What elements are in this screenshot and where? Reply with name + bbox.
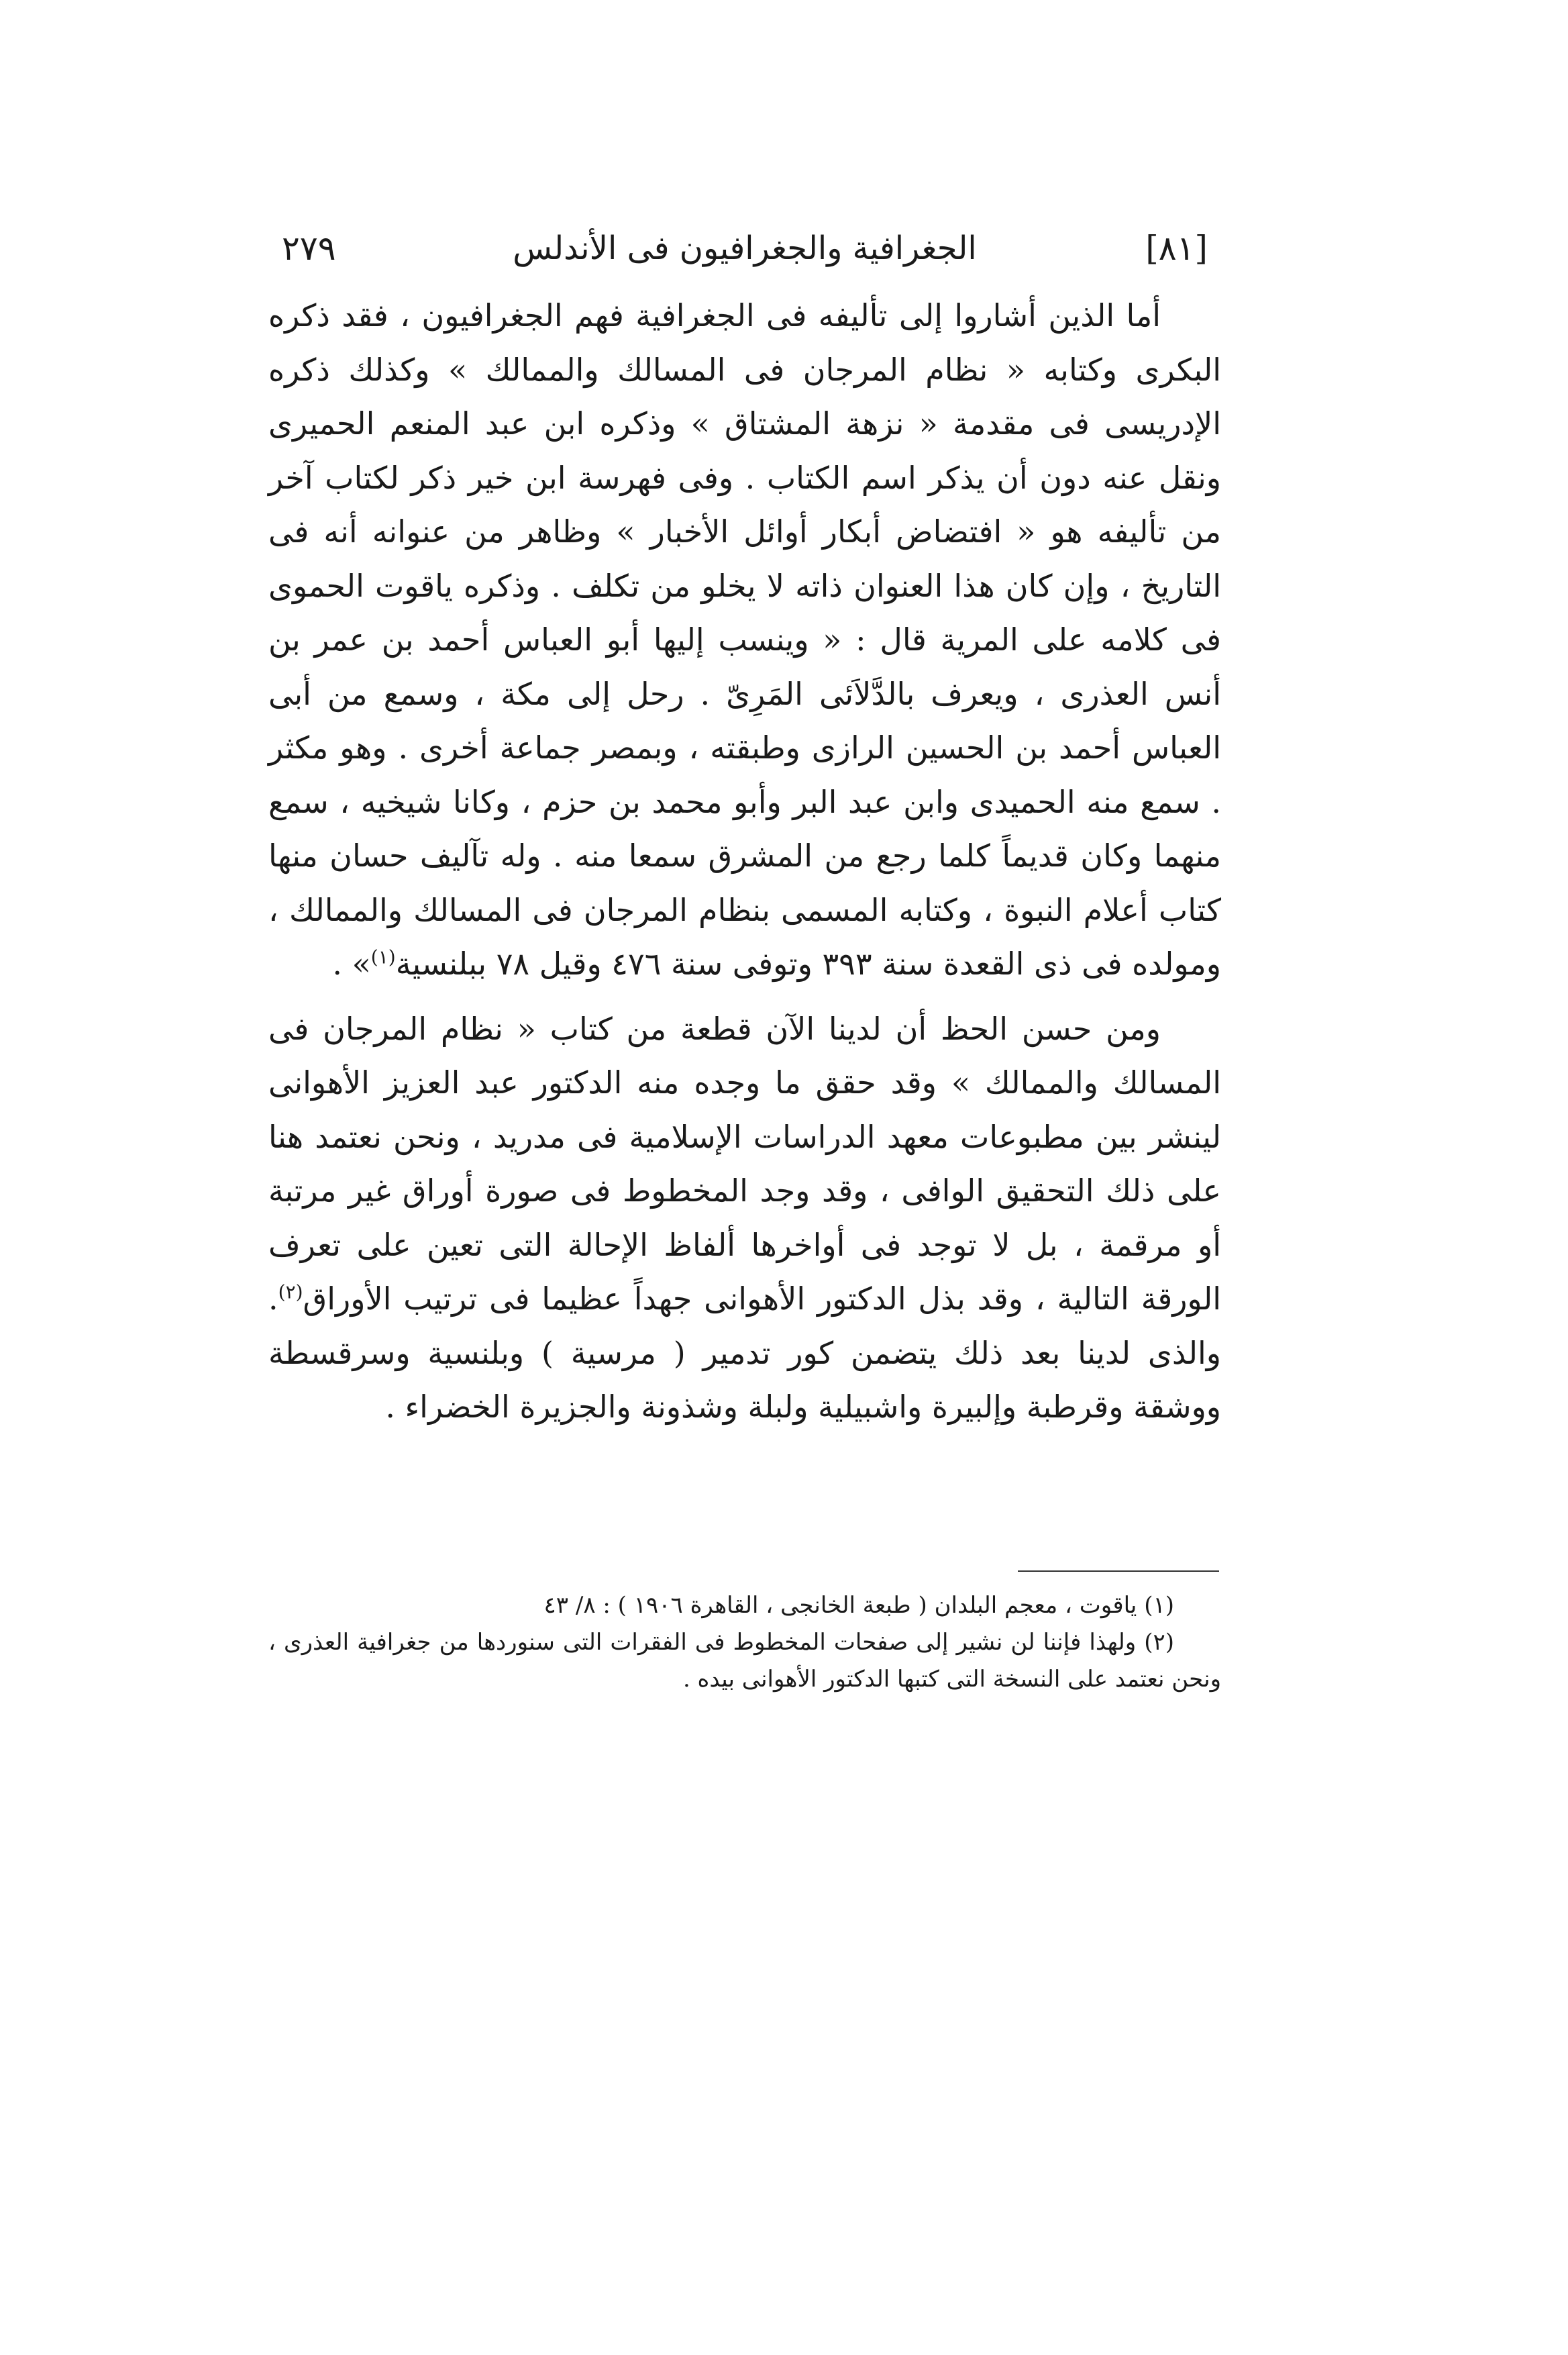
footnote-ref: (٢)	[278, 1281, 303, 1303]
page-header	[268, 221, 1221, 275]
footnote-ref: (١)	[370, 946, 396, 968]
footnote-separator	[1018, 1570, 1219, 1572]
section-number: [٨١]	[1145, 229, 1208, 268]
paragraph	[268, 1002, 1221, 1434]
running-title: الجغرافية والجغرافيون فى الأندلس	[513, 230, 977, 267]
paragraph-text: أما الذين أشاروا إلى تأليفه فى الجغرافية فهم الجغرافيون ، فقد ذكره البكرى وكتابه « نظام المرجان فى المسالك والممالك » وكذلك ذكره الإدريسى فى مقدمة « نزهة المشتاق » وذكره ابن عبد المنعم الحميرى ونقل عنه دون أن يذكر اسم الكتاب . وفى فهرسة ابن خير ذكر لكتاب آخر من تأليفه هو « افتضاض أبكار أوائل الأخبار » وظاهر من عنوانه أنه فى التاريخ ، وإن كان هذا العنوان ذاته لا يخلو من تكلف . وذكره ياقوت الحموى فى كلامه على المرية قال : « وينسب إليها أبو العباس أحمد بن عمر بن أنس العذرى ، ويعرف بالدَّلاَئى المَرِىّ . رحل إلى مكة ، وسمع من أبى العباس أحمد بن الحسين الرازى وطبقته ، وبمصر جماعة أخرى . وهو مكثر . سمع منه الحميدى وابن عبد البر وأبو محمد بن حزم ، وكانا شيخيه ، سمع منهما وكان قديماً كلما رجع من المشرق سمعا منه . وله تآليف حسان منها كتاب أعلام النبوة ، وكتابه المسمى بنظام المرجان فى المسالك والممالك ، ومولده فى ذى القعدة سنة ٣٩٣ وتوفى سنة ٤٧٦ وقيل ٧٨ ببلنسية	[268, 297, 1221, 982]
page-number: ٢٧٩	[282, 229, 336, 268]
paragraph-tail: . والذى لدينا بعد ذلك يتضمن كور تدمير ( مرسية ) وبلنسية وسرقسطة ووشقة وقرطبة وإلبيرة واشبيلية ولبلة وشذونة والجزيرة الخضراء .	[268, 1281, 1221, 1425]
paragraph-text: ومن حسن الحظ أن لدينا الآن قطعة من كتاب « نظام المرجان فى المسالك والممالك » وقد حقق ما وجده منه الدكتور عبد العزيز الأهوانى لينشر بين مطبوعات معهد الدراسات الإسلامية فى مدريد ، ونحن نعتمد هنا على ذلك التحقيق الوافى ، وقد وجد المخطوط فى صورة أوراق غير مرتبة أو مرقمة ، بل لا توجد فى أواخرها ألفاظ الإحالة التى تعين على تعرف الورقة التالية ، وقد بذل الدكتور الأهوانى جهداً عظيما فى ترتيب الأوراق	[268, 1010, 1221, 1317]
footnote: (١) ياقوت ، معجم البلدان ( طبعة الخانجى ، القاهرة ١٩٠٦ ) : ٨/ ٤٣	[543, 1592, 1174, 1619]
footnotes	[268, 1587, 1221, 1698]
body-text	[268, 289, 1221, 1434]
paragraph-tail: » .	[332, 946, 371, 982]
paragraph	[268, 289, 1221, 991]
footnote: (٢) ولهذا فإننا لن نشير إلى صفحات المخطوط فى الفقرات التى سنوردها من جغرافية العذرى ، ونحن نعتمد على النسخة التى كتبها الدكتور الأهوانى بيده .	[268, 1629, 1221, 1693]
